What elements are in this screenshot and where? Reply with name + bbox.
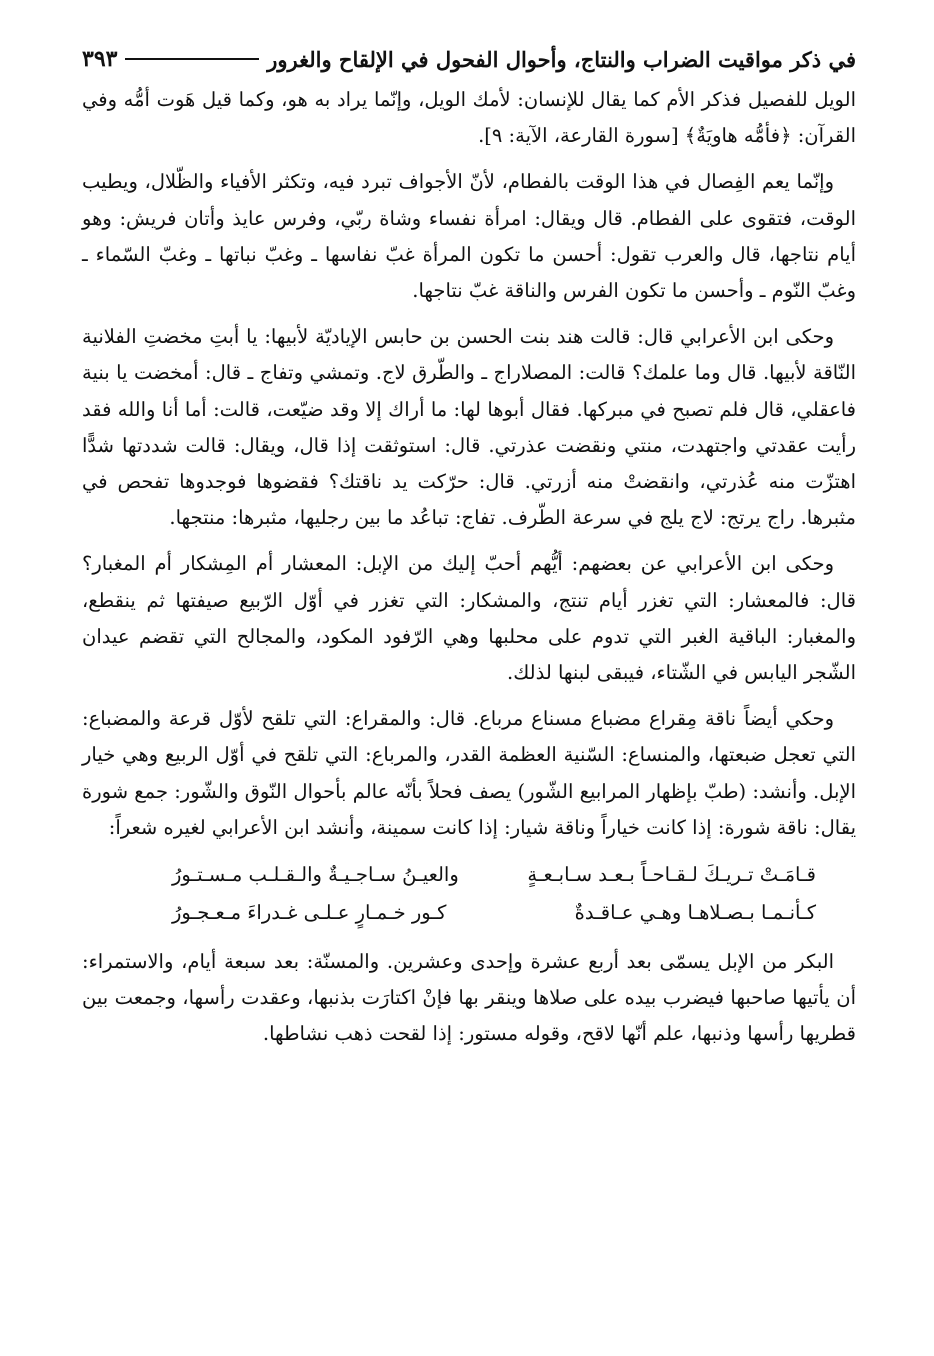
poem-hemistich-first: كـأنـمـا بـصـلاهـا وهـي عـاقـدةٌ bbox=[574, 901, 816, 925]
poem-hemistich-first: قـامَـتْ تـريـكَ لـقـاحـاً بـعـد سـابـعـةٍ bbox=[527, 863, 816, 887]
poem bbox=[82, 856, 856, 932]
paragraph: وحكي أيضاً ناقة مِقراع مضباع مسناع مرباع. قال: والمقراع: التي تلقح لأوّل قرعة والمضباع: التي تعجل ضبعتها، والمنساع: السّنية العظمة القدر، والمرباع: التي تلقح في أوّل الربيع وهي خيار الإبل. وأنشد: (طبّ بإظهار المرابيع الشّور) يصف فحلاً بأنّه عالم بأحوال النّوق والشّور: جمع شورة يقال: ناقة شورة: إذا كانت خياراً وناقة شيار: إذا كانت سمينة، وأنشد ابن الأعرابي لغيره شعراً: bbox=[82, 707, 856, 839]
running-head bbox=[82, 36, 856, 82]
body-text bbox=[82, 82, 856, 1053]
paragraph: وإنّما يعم الفِصال في هذا الوقت بالفطام، لأنّ الأجواف تبرد فيه، وتكثر الأفياء والظّلال، ويطيب الوقت، فتقوى على الفطام. قال ويقال: امرأة نفساء وشاة ربّي، وفرس عايذ وأتان فريش: وهو أيام نتاجها، قال والعرب تقول: أحسن ما تكون المرأة غبّ نفاسها ـ وغبّ نباتها ـ وغبّ السّماء ـ وغبّ النّوم ـ وأحسن ما تكون الفرس والناقة غبّ نتاجها. bbox=[82, 170, 856, 303]
poem-verse bbox=[82, 856, 856, 894]
running-title: في ذكر مواقيت الضراب والنتاج، وأحوال الفحول في الإلقاح والغرور bbox=[267, 46, 856, 72]
poem-verse bbox=[82, 894, 856, 932]
page-number: ٣٩٣ bbox=[82, 46, 118, 72]
paragraph: الويل للفصيل فذكر الأم كما يقال للإنسان: لأمك الويل، وإنّما يراد به هو، وكما قيل هَوت أمُّه وفي القرآن: ﴿فأمُّه هاويَةٌ﴾ [سورة القارعة، الآية: ٩]. bbox=[82, 88, 856, 148]
paragraph: وحكى ابن الأعرابي عن بعضهم: أيُّهم أحبّ إليك من الإبل: المعشار أم المِشكار أم المغبار؟ قال: فالمعشار: التي تغزر أيام تنتج، والمشكار: التي تغزر في أوّل الرّبيع صيفتها ثم ينقطع، والمغبار: الباقية الغبر التي تدوم على محلبها وهي الرّفود المكود، والمجالح التي تقضم عيدان الشّجر اليابس في الشّتاء، فيبقى لبنها لذلك. bbox=[82, 552, 856, 685]
poem-hemistich-second: كـور خـمـارٍ عـلـى غـدراءَ مـعـجـورُ bbox=[172, 901, 447, 925]
poem-hemistich-second: والعيـنُ سـاجـيـةٌ والـقـلـب مـسـتـورُ bbox=[172, 863, 459, 887]
paragraph: البكر من الإبل يسمّى بعد أربع عشرة وإحدى وعشرين. والمسنّة: بعد سبعة أيام، والاستمراء: أن يأتيها صاحبها فيضرب بيده على صلاها وينقر بها فإنْ اكتارَت بذنبها، وعقدت رأسها، وجمعت بين قطريها رأسها وذنبها، علم أنّها لاقح، وقوله مستور: إذا لقحت ذهب نشاطها. bbox=[82, 950, 856, 1046]
paragraph: وحكى ابن الأعرابي قال: قالت هند بنت الحسن بن حابس الإياديّة لأبيها: يا أبتِ مخضتِ الفلانية النّاقة لأبيها. قال وما علمك؟ قالت: المصلاراج ـ والطّرق لاج. وتمشي وتفاج ـ قال: أمخضت يا بنية فاعقلي، قال فلم تصبح في مبركها. فقال أبوها لها: ما أراك إلا وقد ضيّعت، قالت: أما أنا والله فقد رأيت عقدتي واجتهدت، منتي ونقضت عذرتي. قال: استوثقت إذا قال، ويقال: قالت شددتها شدًّا اهتزّت منه عُذرتي، وانقضتْ منه أزرتي. قال: حرّكت يد ناقتك؟ فقضوها فوجدوها تفحص في مثبرها. راج يرتج: لاج يلج في سرعة الطّرف. تفاج: تباعُد ما بين رجليها، مثبرها: منتجها. bbox=[82, 325, 856, 530]
header-rule bbox=[125, 58, 259, 60]
